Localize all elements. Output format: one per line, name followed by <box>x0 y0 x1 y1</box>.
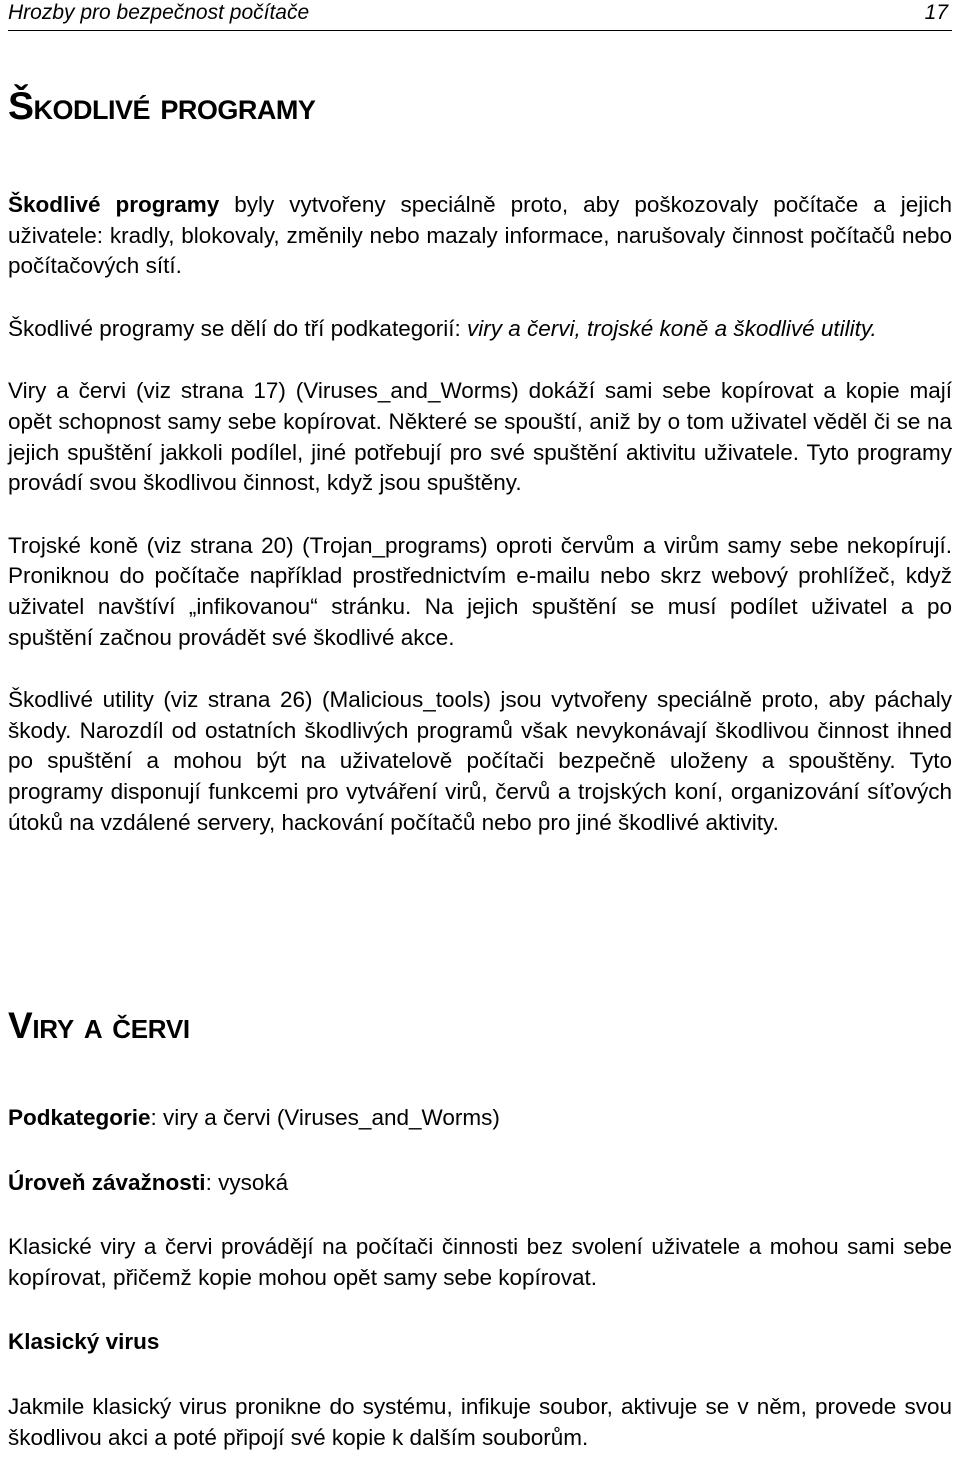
intro-paragraph-1-text: byly vytvořeny speciálně proto, aby poškozovaly počítače a jejich uživatele: kradly, blokovaly, změnily nebo mazaly informace, narušovaly činnost počítačů nebo počítačových sítí. <box>8 192 953 279</box>
intro-body <box>8 190 952 838</box>
category-line <box>8 1103 952 1134</box>
severity-value: : vysoká <box>205 1169 289 1195</box>
category-label: Podkategorie <box>8 1105 151 1130</box>
category-value: : viry a červi (Viruses_and_Worms) <box>150 1105 500 1130</box>
section-body <box>8 1103 952 1453</box>
header-title: Hrozby pro bezpečnost počítače <box>8 1 310 24</box>
intro-paragraph-2-text: Škodlivé programy se dělí do tří podkategorií: <box>8 315 467 341</box>
intro-paragraph-5: Škodlivé utility (viz strana 26) (Malicious_tools) jsou vytvořeny speciálně proto, aby páchaly škody. Narozdíl od ostatních škodlivých programů však nevykonávají škodlivou činnost ihned po spuštění a mohou být na uživatelově počítači bezpečně uloženy a spouštěny. Tyto programy disponují funkcemi pro vytváření virů, červů a trojských koní, organizování síťových útoků na vzdálené servery, hackování počítačů nebo pro jiné škodlivé aktivity. <box>8 687 952 835</box>
subcategories-italic: viry a červi, trojské koně a škodlivé utility. <box>467 315 877 341</box>
severity-line <box>8 1168 952 1199</box>
intro-paragraph-3: Viry a červi (viz strana 17) (Viruses_and_Worms) dokáží sami sebe kopírovat a kopie mají opět schopnost samy sebe kopírovat. Některé se spouští, aniž by o tom uživatel věděl či se na jejich spuštění jakkoli podílel, jiné potřebují pro své spuštění aktivitu uživatele. Tyto programy provádí svou škodlivou činnost, když jsou spuštěny. <box>8 378 952 496</box>
intro-paragraph-4: Trojské koně (viz strana 20) (Trojan_programs) oproti červům a virům samy sebe nekopírují. Proniknou do počítače například prostřednictvím e-mailu nebo skrz webový prohlížeč, když uživatel navštíví „infikovanou“ stránku. Na jejich spuštění se musí podílet uživatel a po spuštění začnou provádět své škodlivé akce. <box>8 532 952 650</box>
page-number: 17 <box>924 1 948 24</box>
running-header <box>8 0 952 31</box>
term-bold: Škodlivé programy <box>8 192 220 217</box>
subheading: Klasický virus <box>8 1329 160 1355</box>
severity-label: Úroveň závažnosti <box>8 1169 206 1195</box>
chapter-title: Škodlivé programy <box>8 85 316 128</box>
intro-paragraph-2 <box>8 314 952 345</box>
section-title: Viry a červi <box>8 1005 190 1046</box>
section-paragraph-2: Jakmile klasický virus pronikne do systému, infikuje soubor, aktivuje se v něm, provede svou škodlivou akci a poté připojí své kopie k dalším souborům. <box>8 1393 952 1450</box>
section-paragraph-1: Klasické viry a červi provádějí na počítači činnosti bez svolení uživatele a mohou sami sebe kopírovat, přičemž kopie mohou opět samy sebe kopírovat. <box>8 1234 952 1290</box>
intro-paragraph-1 <box>8 190 952 282</box>
